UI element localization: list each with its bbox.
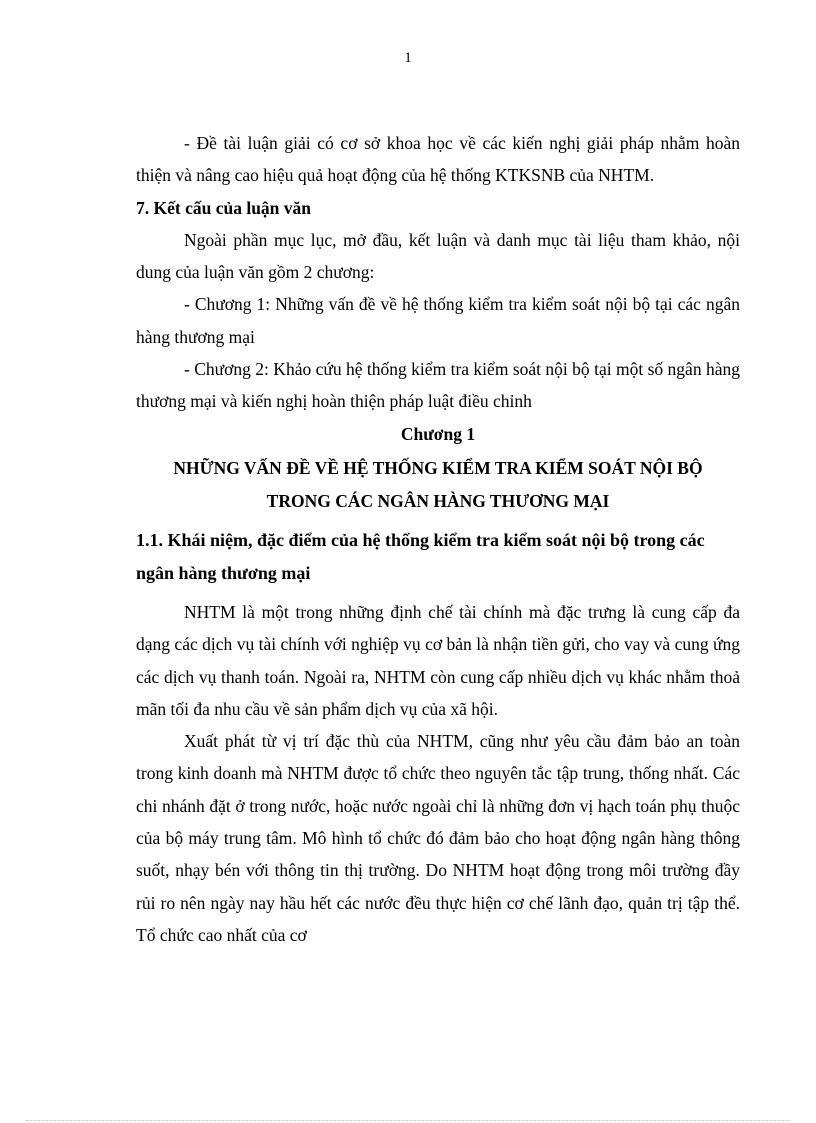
page-bottom-rule [26, 1120, 790, 1121]
chapter-title-line-2: TRONG CÁC NGÂN HÀNG THƯƠNG MẠI [266, 490, 610, 511]
chapter-title-line-1: NHỮNG VẤN ĐỀ VỀ HỆ THỐNG KIỂM TRA KIỂM SOÁT NỘI BỘ [173, 457, 703, 478]
paragraph-research-contribution: - Đề tài luận giải có cơ sở khoa học về các kiến nghị giải pháp nhằm hoàn thiện và nâng cao hiệu quả hoạt động của hệ thống KTKSNB của NHTM. [136, 133, 740, 186]
paragraph-chapter-1-summary: - Chương 1: Những vấn đề về hệ thống kiểm tra kiểm soát nội bộ tại các ngân hàng thương mại [136, 294, 740, 347]
page-number: 1 [404, 50, 412, 66]
chapter-label: Chương 1 [400, 423, 476, 444]
section-title-1-1: 1.1. Khái niệm, đặc điểm của hệ thống kiểm tra kiểm soát nội bộ trong các ngân hàng thương mại [136, 529, 705, 583]
paragraph-nhtm-definition: NHTM là một trong những định chế tài chính mà đặc trưng là cung cấp đa dạng các dịch vụ tài chính với nghiệp vụ cơ bản là nhận tiền gửi, cho vay và cung ứng các dịch vụ thanh toán. Ngoài ra, NHTM còn cung cấp nhiều dịch vụ khác nhằm thoả mãn tối đa nhu cầu về sản phẩm dịch vụ của xã hội. [136, 601, 740, 719]
heading-thesis-structure: 7. Kết cấu của luận văn [136, 197, 312, 218]
paragraph-chapter-2-summary: - Chương 2: Khảo cứu hệ thống kiểm tra kiểm soát nội bộ tại một số ngân hàng thương mại và kiến nghị hoàn thiện pháp luật điều chỉnh [136, 359, 740, 412]
paragraph-nhtm-organization: Xuất phát từ vị trí đặc thù của NHTM, cũng như yêu cầu đảm bảo an toàn trong kinh doanh mà NHTM được tổ chức theo nguyên tắc tập trung, thống nhất. Các chi nhánh đặt ở trong nước, hoặc nước ngoài chỉ là những đơn vị hạch toán phụ thuộc của bộ máy trung tâm. Mô hình tổ chức đó đảm bảo cho hoạt động ngân hàng thông suốt, nhạy bén với thông tin thị trường. Do NHTM hoạt động trong môi trường đầy rủi ro nên ngày nay hầu hết các nước đều thực hiện cơ chế lãnh đạo, quản trị tập thể. Tổ chức cao nhất của cơ [136, 731, 740, 945]
paragraph-thesis-contents: Ngoài phần mục lục, mở đầu, kết luận và danh mục tài liệu tham khảo, nội dung của luận văn gồm 2 chương: [136, 229, 740, 283]
chapter-title [136, 452, 740, 518]
page-body [136, 127, 740, 951]
